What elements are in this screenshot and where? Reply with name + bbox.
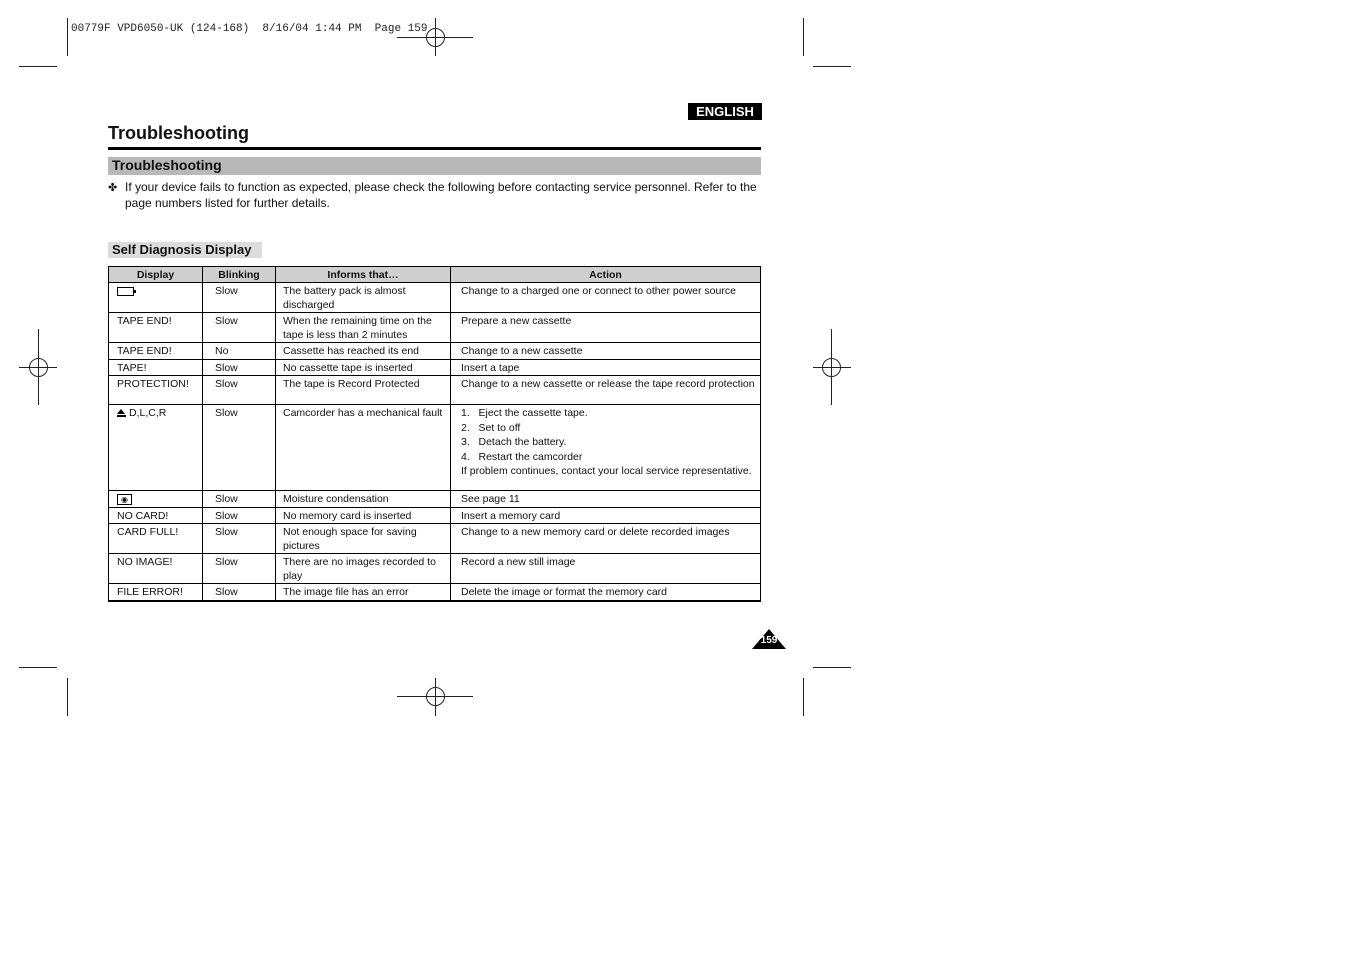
action-line: See page 11: [461, 493, 520, 505]
action-line: Insert a memory card: [461, 509, 561, 522]
cell-action: [451, 283, 761, 313]
table-row: [109, 359, 761, 376]
cell-blinking: Slow: [203, 405, 276, 491]
subsection-title: Self Diagnosis Display: [112, 242, 252, 257]
column-header-informs: Informs that…: [276, 267, 451, 283]
cell-action: [451, 359, 761, 376]
column-header-action: Action: [451, 267, 761, 283]
cell-action: [451, 343, 761, 360]
cell-display: [109, 584, 203, 601]
cell-blinking: No: [203, 343, 276, 360]
crop-mark: [813, 667, 851, 668]
action-line: 3. Detach the battery.: [461, 436, 567, 448]
table-row: [109, 491, 761, 508]
cell-action: [451, 524, 761, 554]
cell-display: [109, 313, 203, 343]
self-diagnosis-table: [108, 266, 761, 602]
cell-display: [109, 283, 203, 313]
cell-display: [109, 524, 203, 554]
action-line: Change to a new cassette: [461, 345, 583, 357]
title-rule: [108, 147, 761, 150]
cell-informs: The image file has an error: [276, 584, 451, 601]
action-line: Insert a tape: [461, 361, 520, 374]
table-row: [109, 376, 761, 405]
intro-text: If your device fails to function as expected, please check the following before contacting service personnel. Refer to the page numbers listed for further details.: [125, 180, 757, 210]
action-line: 2. Set to off: [461, 421, 521, 434]
page-number: 159: [760, 635, 778, 646]
language-tab: ENGLISH: [688, 103, 762, 120]
cell-blinking: Slow: [203, 491, 276, 508]
display-text: NO IMAGE!: [117, 556, 173, 568]
action-line: Change to a new cassette or release the tape record protection: [461, 378, 755, 390]
cell-action: [451, 554, 761, 584]
section-header: [108, 157, 761, 175]
cell-action: [451, 507, 761, 524]
cell-informs: Not enough space for saving pictures: [276, 524, 451, 554]
display-text: FILE ERROR!: [117, 586, 183, 598]
action-line: Change to a new memory card or delete recorded images: [461, 526, 730, 538]
battery-icon: [117, 287, 134, 296]
eject-icon: [117, 409, 126, 417]
cell-informs: No memory card is inserted: [276, 507, 451, 524]
crop-mark: [67, 18, 68, 56]
cell-display: [109, 343, 203, 360]
action-line: Delete the image or format the memory card: [461, 586, 668, 598]
action-line: 4. Restart the camcorder: [461, 450, 583, 463]
cell-display: [109, 507, 203, 524]
cell-blinking: Slow: [203, 376, 276, 405]
cell-action: [451, 584, 761, 601]
cell-action: [451, 405, 761, 491]
cell-informs: The battery pack is almost discharged: [276, 283, 451, 313]
crop-mark: [19, 667, 57, 668]
table-row: [109, 343, 761, 360]
cell-informs: Cassette has reached its end: [276, 343, 451, 360]
cell-blinking: Slow: [203, 313, 276, 343]
table-row: [109, 524, 761, 554]
cell-action: [451, 313, 761, 343]
section-title: Troubleshooting: [112, 157, 222, 173]
cell-display: [109, 359, 203, 376]
display-text: TAPE END!: [117, 345, 172, 357]
cell-action: [451, 491, 761, 508]
cell-display: [109, 376, 203, 405]
cell-informs: The tape is Record Protected: [276, 376, 451, 405]
crop-mark: [67, 678, 68, 716]
action-line: If problem continues, contact your local service representative.: [461, 465, 752, 477]
table-row: [109, 584, 761, 601]
crop-mark: [813, 66, 851, 67]
subsection-header: [108, 242, 262, 258]
action-line: Record a new still image: [461, 556, 576, 568]
cell-action: [451, 376, 761, 405]
cell-blinking: Slow: [203, 584, 276, 601]
table-row: [109, 313, 761, 343]
display-text: NO CARD!: [117, 509, 169, 522]
display-text: TAPE END!: [117, 315, 172, 327]
display-text: D,L,C,R: [129, 407, 167, 419]
display-text: TAPE!: [117, 361, 147, 374]
cell-blinking: Slow: [203, 507, 276, 524]
cell-display: [109, 405, 203, 491]
cell-informs: Moisture condensation: [276, 491, 451, 508]
crop-mark: [19, 66, 57, 67]
print-header: 00779F VPD6050-UK (124-168) 8/16/04 1:44 PM Page 159: [71, 23, 428, 35]
cell-blinking: Slow: [203, 283, 276, 313]
cell-informs: No cassette tape is inserted: [276, 359, 451, 376]
cell-informs: There are no images recorded to play: [276, 554, 451, 584]
action-line: Change to a charged one or connect to other power source: [461, 285, 736, 297]
action-line: Prepare a new cassette: [461, 315, 572, 327]
table-header-row: [109, 267, 761, 283]
table-row: [109, 554, 761, 584]
cell-informs: Camcorder has a mechanical fault: [276, 405, 451, 491]
display-text: PROTECTION!: [117, 378, 189, 390]
table-row: [109, 507, 761, 524]
action-line: 1. Eject the cassette tape.: [461, 407, 588, 419]
cell-display: [109, 554, 203, 584]
bullet-icon: ✤: [108, 182, 118, 194]
cell-informs: When the remaining time on the tape is less than 2 minutes: [276, 313, 451, 343]
crop-mark: [803, 678, 804, 716]
table-row: [109, 283, 761, 313]
crop-mark: [803, 18, 804, 56]
moisture-icon: ◉: [117, 494, 132, 505]
cell-blinking: Slow: [203, 524, 276, 554]
cell-blinking: Slow: [203, 554, 276, 584]
cell-blinking: Slow: [203, 359, 276, 376]
table-row: [109, 405, 761, 491]
column-header-display: Display: [109, 267, 203, 283]
column-header-blinking: Blinking: [203, 267, 276, 283]
table-body: [109, 283, 761, 601]
display-text: CARD FULL!: [117, 526, 179, 538]
cell-display: [109, 491, 203, 508]
page-title: Troubleshooting: [108, 123, 249, 143]
